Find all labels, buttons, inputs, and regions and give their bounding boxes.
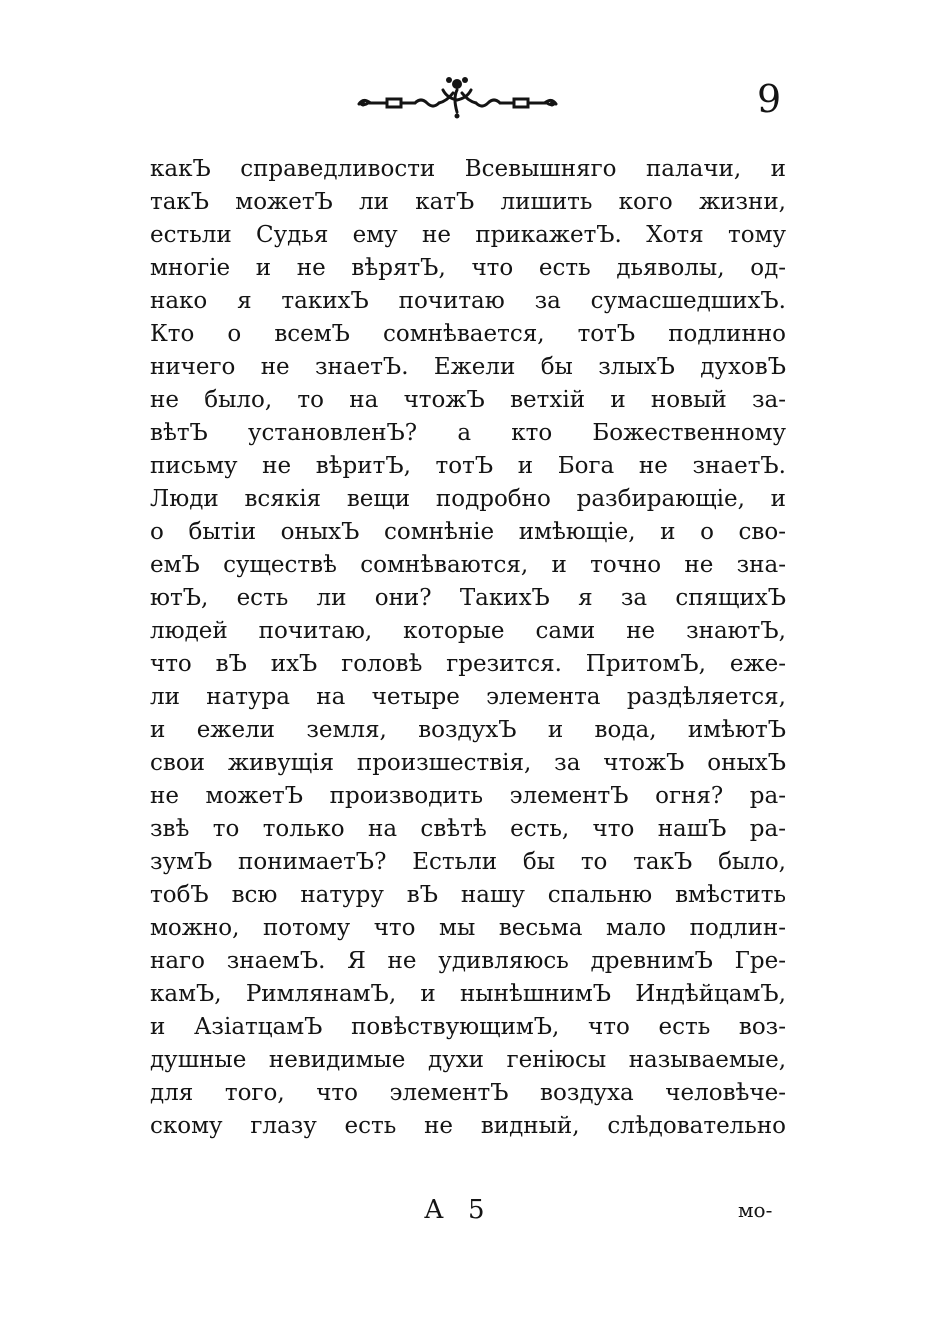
text-line: такЪ можетЪ ли катЪ лишить кого жизни, <box>150 189 786 215</box>
text-line: не можетЪ производить элементЪ огня? ра- <box>150 783 786 809</box>
text-line: Люди всякія вещи подробно разбирающіе, и <box>150 486 786 512</box>
text-line: и ежели земля, воздухЪ и вода, имѣютЪ <box>150 717 786 743</box>
text-line: тобЪ всю натуру вЪ нашу спальню вмѣстить <box>150 882 786 908</box>
text-line: зумЪ понимаетЪ? Естьли бы то такЪ было, <box>150 849 786 875</box>
ornament-headpiece-icon <box>355 72 560 122</box>
text-line: ютЪ, есть ли они? ТакихЪ я за спящихЪ <box>150 585 786 611</box>
text-line: ли натура на четыре элемента раздѣляется, <box>150 684 786 710</box>
catchword: мо- <box>738 1198 773 1222</box>
text-line: письму не вѣритЪ, тотЪ и Бога не знаетЪ. <box>150 453 786 479</box>
text-line: вѣтЪ установленЪ? а кто Божественному <box>150 420 786 446</box>
text-line: естьли Судья ему не прикажетЪ. Хотя тому <box>150 222 786 248</box>
text-line: о бытіи оныхЪ сомнѣніе имѣющіе, и о сво- <box>150 519 786 545</box>
text-line: можно, потому что мы весьма мало подлин- <box>150 915 786 941</box>
text-line: нако я такихЪ почитаю за сумасшедшихЪ. <box>150 288 786 314</box>
text-line: ничего не знаетЪ. Ежели бы злыхЪ духовЪ <box>150 354 786 380</box>
text-line: душные невидимые духи геніюсы называемые, <box>150 1047 786 1073</box>
text-line: емЪ существѣ сомнѣваются, и точно не зна- <box>150 552 786 578</box>
text-line: наго знаемЪ. Я не удивляюсь древнимЪ Гре- <box>150 948 786 974</box>
text-line: скому глазу есть не видный, слѣдовательно <box>150 1113 786 1139</box>
text-line: камЪ, РимлянамЪ, и нынѣшнимЪ ИндѣйцамЪ, <box>150 981 786 1007</box>
text-line: не было, то на чтожЪ ветхій и новый за- <box>150 387 786 413</box>
text-line: Кто о всемЪ сомнѣвается, тотЪ подлинно <box>150 321 786 347</box>
text-line: для того, что элементЪ воздуха человѣче- <box>150 1080 786 1106</box>
signature-mark: А 5 <box>424 1195 493 1225</box>
text-line: что вЪ ихЪ головѣ грезится. ПритомЪ, еже- <box>150 651 786 677</box>
text-line: звѣ то только на свѣтѣ есть, что нашЪ ра- <box>150 816 786 842</box>
text-line: свои живущія произшествія, за чтожЪ оныхЪ <box>150 750 786 776</box>
text-line: многіе и не вѣрятЪ, что есть дьяволы, од- <box>150 255 786 281</box>
text-line: и АзіатцамЪ повѣствующимЪ, что есть воз- <box>150 1014 786 1040</box>
page-number: 9 <box>757 77 782 121</box>
text-line: какЪ справедливости Всевышняго палачи, и <box>150 156 786 182</box>
text-line: людей почитаю, которые сами не знаютЪ, <box>150 618 786 644</box>
body-text <box>150 153 786 1143</box>
page-footer <box>0 1192 936 1232</box>
